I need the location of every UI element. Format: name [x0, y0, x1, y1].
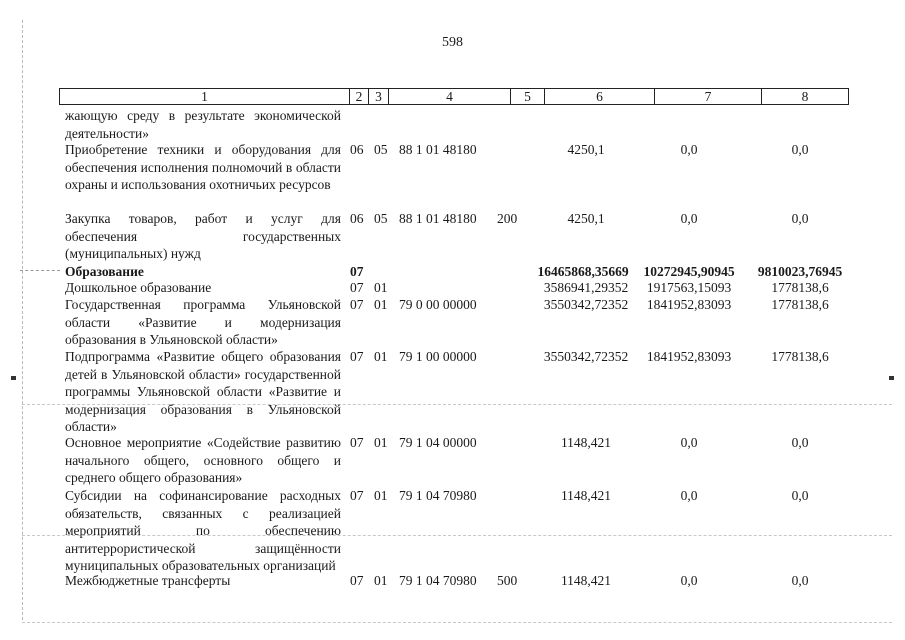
row-value-col8: 9810023,76945: [757, 264, 843, 279]
row-section: 07: [350, 349, 364, 364]
row-name: Основное мероприятие «Содействие развитию начального общего, основного общего и среднего общего образования»: [65, 435, 341, 485]
row-value-col7: 0,0: [680, 142, 698, 157]
row-name: Субсидии на софинансирование расходных обязательств, связанных с реализацией мероприятий по обеспечению антитеррористической защищённости муниципальных образовательных организаций: [65, 488, 341, 573]
scan-artifact: [20, 270, 60, 271]
row-subsection: 05: [374, 211, 388, 226]
row-value-col7: 1917563,15093: [646, 280, 732, 295]
row-value-col6: 1148,421: [560, 573, 612, 588]
row-target-code: 79 1 04 00000: [399, 435, 477, 450]
row-subsection: 01: [374, 435, 388, 450]
row-subsection: 01: [374, 349, 388, 364]
row-value-col7: 1841952,83093: [646, 297, 732, 312]
row-name: Государственная программа Ульяновской области «Развитие и модернизация образования в Ульяновской области»: [65, 297, 341, 347]
page-number: 598: [442, 35, 463, 50]
row-name: Подпрограмма «Развитие общего образования детей в Ульяновской области» государственной программы Ульяновской области «Развитие и модернизация образования в Ульяновской области»: [65, 349, 341, 434]
row-name: Образование: [65, 264, 144, 279]
header-col-7: 7: [655, 89, 762, 104]
header-col-3: 3: [369, 89, 389, 104]
table-header-row: [59, 88, 849, 105]
row-name: Приобретение техники и оборудования для обеспечения исполнения полномочий в области охраны и использования охотничьих ресурсов: [65, 142, 341, 192]
row-value-col6: 1148,421: [560, 435, 612, 450]
row-expense-type: 200: [497, 211, 518, 226]
row-section: 07: [350, 573, 364, 588]
row-section: 07: [350, 435, 364, 450]
row-target-code: 79 0 00 00000: [399, 297, 477, 312]
row-section: 07: [350, 297, 364, 312]
row-subsection: 05: [374, 142, 388, 157]
row-value-col7: 10272945,90945: [643, 264, 735, 279]
row-value-col7: 0,0: [680, 573, 698, 588]
row-section: 07: [350, 264, 364, 279]
header-col-8: 8: [801, 89, 809, 104]
row-name: Межбюджетные трансферты: [65, 573, 231, 588]
row-value-col6: 4250,1: [567, 142, 605, 157]
row-target-code: 88 1 01 48180: [399, 142, 477, 157]
scan-mark: [889, 376, 894, 380]
row-value-col8: 0,0: [791, 211, 809, 226]
row-value-col6: 16465868,35669: [537, 264, 629, 279]
header-col-5: 5: [511, 89, 545, 104]
row-section: 06: [350, 211, 364, 226]
header-col-1: 1: [60, 89, 350, 104]
row-name: Дошкольное образование: [65, 280, 212, 295]
row-value-col6: 1148,421: [560, 488, 612, 503]
row-value-col7: 0,0: [680, 435, 698, 450]
row-target-code: 79 1 04 70980: [399, 573, 477, 588]
row-value-col8: 1778138,6: [771, 280, 829, 295]
row-value-col8: 0,0: [791, 142, 809, 157]
row-value-col8: 1778138,6: [771, 349, 829, 364]
header-col-2: 2: [350, 89, 369, 104]
row-value-col6: 4250,1: [567, 211, 605, 226]
row-subsection: 01: [374, 573, 388, 588]
row-target-code: 79 1 04 70980: [399, 488, 477, 503]
scan-edge-left: [22, 20, 23, 620]
row-expense-type: 500: [497, 573, 518, 588]
row-value-col8: 0,0: [791, 435, 809, 450]
row-target-code: 79 1 00 00000: [399, 349, 477, 364]
row-name: жающую среду в результате экономической деятельности»: [65, 108, 341, 141]
row-value-col6: 3586941,29352: [543, 280, 629, 295]
row-subsection: 01: [374, 488, 388, 503]
row-name: Закупка товаров, работ и услуг для обеспечения государственных (муниципальных) нужд: [65, 211, 341, 261]
row-value-col6: 3550342,72352: [543, 297, 629, 312]
row-value-col8: 0,0: [791, 573, 809, 588]
header-col-6: 6: [545, 89, 655, 104]
header-col-4: 4: [389, 89, 511, 104]
row-value-col6: 3550342,72352: [543, 349, 629, 364]
row-value-col7: 0,0: [680, 211, 698, 226]
row-section: 06: [350, 142, 364, 157]
row-value-col7: 0,0: [680, 488, 698, 503]
row-subsection: 01: [374, 297, 388, 312]
scan-artifact: [22, 622, 892, 623]
row-target-code: 88 1 01 48180: [399, 211, 477, 226]
scan-mark: [11, 376, 16, 380]
row-value-col7: 1841952,83093: [646, 349, 732, 364]
row-section: 07: [350, 280, 364, 295]
row-section: 07: [350, 488, 364, 503]
row-subsection: 01: [374, 280, 388, 295]
row-value-col8: 1778138,6: [771, 297, 829, 312]
row-value-col8: 0,0: [791, 488, 809, 503]
